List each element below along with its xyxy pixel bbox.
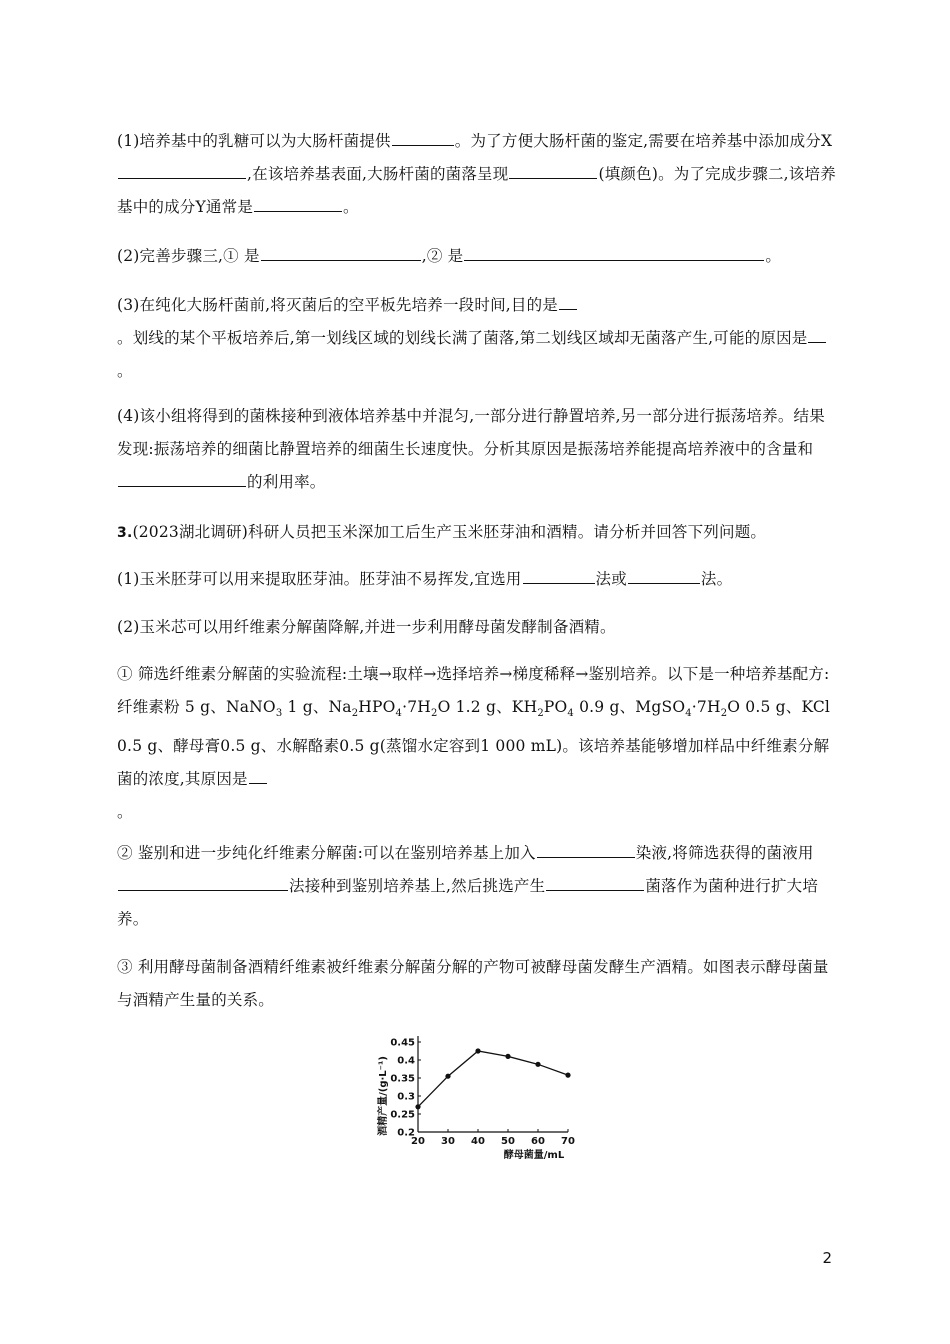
chart-data-point bbox=[475, 1048, 480, 1053]
answer-blank[interactable] bbox=[118, 876, 288, 891]
q2-part1-text-a: (1)培养基中的乳糖可以为大肠杆菌提供 bbox=[117, 132, 391, 150]
q2-part4-text-b: 的利用率。 bbox=[247, 473, 326, 491]
page-number: 2 bbox=[822, 1249, 832, 1267]
q2-part3-text-c: 。 bbox=[117, 362, 133, 380]
q3-stem bbox=[117, 516, 837, 550]
chart-y-axis-label: 酒精产量/(g·L⁻¹) bbox=[378, 1056, 389, 1136]
chart-x-axis-label: 酵母菌量/mL bbox=[503, 1150, 565, 1161]
q2-part1-text-d: (填颜色)。为了完成步骤二,该培养基中的成分Y通常是 bbox=[117, 165, 836, 216]
q2-part1 bbox=[117, 125, 837, 224]
alcohol-yield-chart bbox=[368, 1028, 588, 1168]
q3-part1-text-b: 法或 bbox=[595, 570, 627, 588]
chart-x-tick-label: 70 bbox=[561, 1136, 575, 1147]
q3-step2 bbox=[117, 837, 837, 936]
q3-stem-text: (2023湖北调研)科研人员把玉米深加工后生产玉米胚芽油和酒精。请分析并回答下列问题。 bbox=[132, 523, 767, 541]
q3-step1-text: 1 g、Na bbox=[282, 698, 352, 716]
q2-part1-text-c: ,在该培养基表面,大肠杆菌的菌落呈现 bbox=[247, 165, 509, 183]
chart-x-tick-label: 60 bbox=[531, 1136, 545, 1147]
chart-data-point bbox=[505, 1054, 510, 1059]
chart-data-point bbox=[445, 1074, 450, 1079]
q3-step3 bbox=[117, 951, 837, 1017]
answer-blank[interactable] bbox=[249, 769, 267, 784]
q3-step1-text: HPO bbox=[358, 698, 396, 716]
q3-step1-text: ·7H bbox=[691, 698, 721, 716]
q3-part1-text-c: 法。 bbox=[700, 570, 733, 588]
q2-part3-text-a: (3)在纯化大肠杆菌前,将灭菌后的空平板先培养一段时间,目的是 bbox=[117, 296, 559, 314]
answer-blank[interactable] bbox=[509, 164, 597, 179]
q2-part4-text-a: (4)该小组将得到的菌株接种到液体培养基中并混匀,一部分进行静置培养,另一部分进行振荡培养。结果发现:振荡培养的细菌比静置培养的细菌生长速度快。分析其原因是振荡培养能提高培养液中的含量和 bbox=[117, 407, 825, 458]
q3-step1-text: O 0.5 g、KCl 0.5 g、酵母膏0.5 g、水解酪素0.5 g(蒸馏水定容到1 000 mL)。该培养基能够增加样品中纤维素分解菌的浓度,其原因是 bbox=[117, 698, 831, 789]
q3-part1-text-a: (1)玉米胚芽可以用来提取胚芽油。胚芽油不易挥发,宜选用 bbox=[117, 570, 522, 588]
q3-step1 bbox=[117, 658, 837, 829]
q3-part2-text: (2)玉米芯可以用纤维素分解菌降解,并进一步利用酵母菌发酵制备酒精。 bbox=[117, 618, 616, 636]
q2-part1-text-e: 。 bbox=[343, 198, 359, 216]
answer-blank[interactable] bbox=[523, 569, 595, 584]
q3-step1-text: PO bbox=[543, 698, 568, 716]
chart-y-tick-label: 0.25 bbox=[390, 1109, 415, 1121]
answer-blank[interactable] bbox=[254, 197, 342, 212]
q2-part2 bbox=[117, 240, 837, 273]
answer-blank[interactable] bbox=[559, 295, 577, 310]
chart-x-tick-label: 40 bbox=[471, 1136, 485, 1147]
question-number: 3. bbox=[117, 525, 133, 541]
chart-series-line bbox=[418, 1051, 568, 1107]
answer-blank[interactable] bbox=[537, 843, 635, 858]
q2-part3 bbox=[117, 289, 837, 388]
chart-y-tick-label: 0.45 bbox=[390, 1037, 415, 1049]
chart-data-point bbox=[565, 1073, 570, 1078]
q2-part3-text-b: 。划线的某个平板培养后,第一划线区域的划线长满了菌落,第二划线区域却无菌落产生,可能的原因是 bbox=[117, 329, 808, 347]
chart-x-tick-label: 30 bbox=[441, 1136, 455, 1147]
q3-step1-text: 0.9 g、MgSO bbox=[573, 698, 686, 716]
q2-part2-text-c: 。 bbox=[765, 247, 782, 265]
subscript: 2 bbox=[351, 708, 359, 720]
answer-blank[interactable] bbox=[118, 164, 246, 179]
chart-y-tick-label: 0.35 bbox=[390, 1073, 415, 1085]
q2-part4 bbox=[117, 400, 837, 499]
subscript: 4 bbox=[395, 708, 403, 720]
subscript: 2 bbox=[537, 708, 544, 720]
chart-x-tick-label: 20 bbox=[411, 1136, 425, 1147]
subscript: 2 bbox=[720, 708, 728, 720]
chart-y-tick-label: 0.4 bbox=[397, 1055, 415, 1067]
chart-y-tick-label: 0.3 bbox=[397, 1091, 415, 1103]
chart-y-tick-label: 0.2 bbox=[397, 1127, 415, 1139]
subscript: 4 bbox=[567, 708, 574, 720]
q3-step1-text: 。 bbox=[117, 803, 133, 822]
answer-blank[interactable] bbox=[628, 569, 700, 584]
answer-blank[interactable] bbox=[464, 246, 764, 261]
subscript: 4 bbox=[685, 708, 692, 720]
q2-part2-text-b: ,② 是 bbox=[421, 247, 464, 265]
q3-part2 bbox=[117, 611, 837, 644]
q3-step2-text-d: 菌落作为菌种进行扩大培养。 bbox=[117, 877, 819, 928]
answer-blank[interactable] bbox=[808, 328, 826, 343]
chart-data-point bbox=[535, 1062, 540, 1067]
subscript: 3 bbox=[275, 708, 283, 720]
q3-step3-text: ③ 利用酵母菌制备酒精纤维素被纤维素分解菌分解的产物可被酵母菌发酵生产酒精。如图表示酵母菌量与酒精产生量的关系。 bbox=[117, 958, 829, 1009]
q3-step1-text: ·7H bbox=[402, 698, 432, 716]
q2-part1-text-b: 。为了方便大肠杆菌的鉴定,需要在培养基中添加成分X bbox=[454, 132, 833, 150]
q2-part2-text-a: (2)完善步骤三,① 是 bbox=[117, 247, 260, 265]
q3-step2-text-b: 染液,将筛选获得的菌液用 bbox=[635, 844, 814, 862]
answer-blank[interactable] bbox=[392, 131, 454, 146]
answer-blank[interactable] bbox=[546, 876, 644, 891]
subscript: 2 bbox=[431, 708, 438, 720]
q3-step1-text: O 1.2 g、KH bbox=[437, 698, 538, 716]
q3-step1-text: ① 筛选纤维素分解菌的实验流程:土壤→取样→选择培养→梯度稀释→鉴别培养。以下是一种培养基配方:纤维素粉 5 g、NaNO bbox=[117, 665, 830, 716]
q3-part1 bbox=[117, 563, 837, 596]
chart-x-tick-label: 50 bbox=[501, 1136, 515, 1147]
q3-step2-text-c: 法接种到鉴别培养基上,然后挑选产生 bbox=[289, 877, 546, 895]
answer-blank[interactable] bbox=[261, 246, 421, 261]
answer-blank[interactable] bbox=[118, 472, 246, 487]
q3-step2-text-a: ② 鉴别和进一步纯化纤维素分解菌:可以在鉴别培养基上加入 bbox=[117, 844, 536, 862]
chart-data-point bbox=[415, 1104, 420, 1109]
